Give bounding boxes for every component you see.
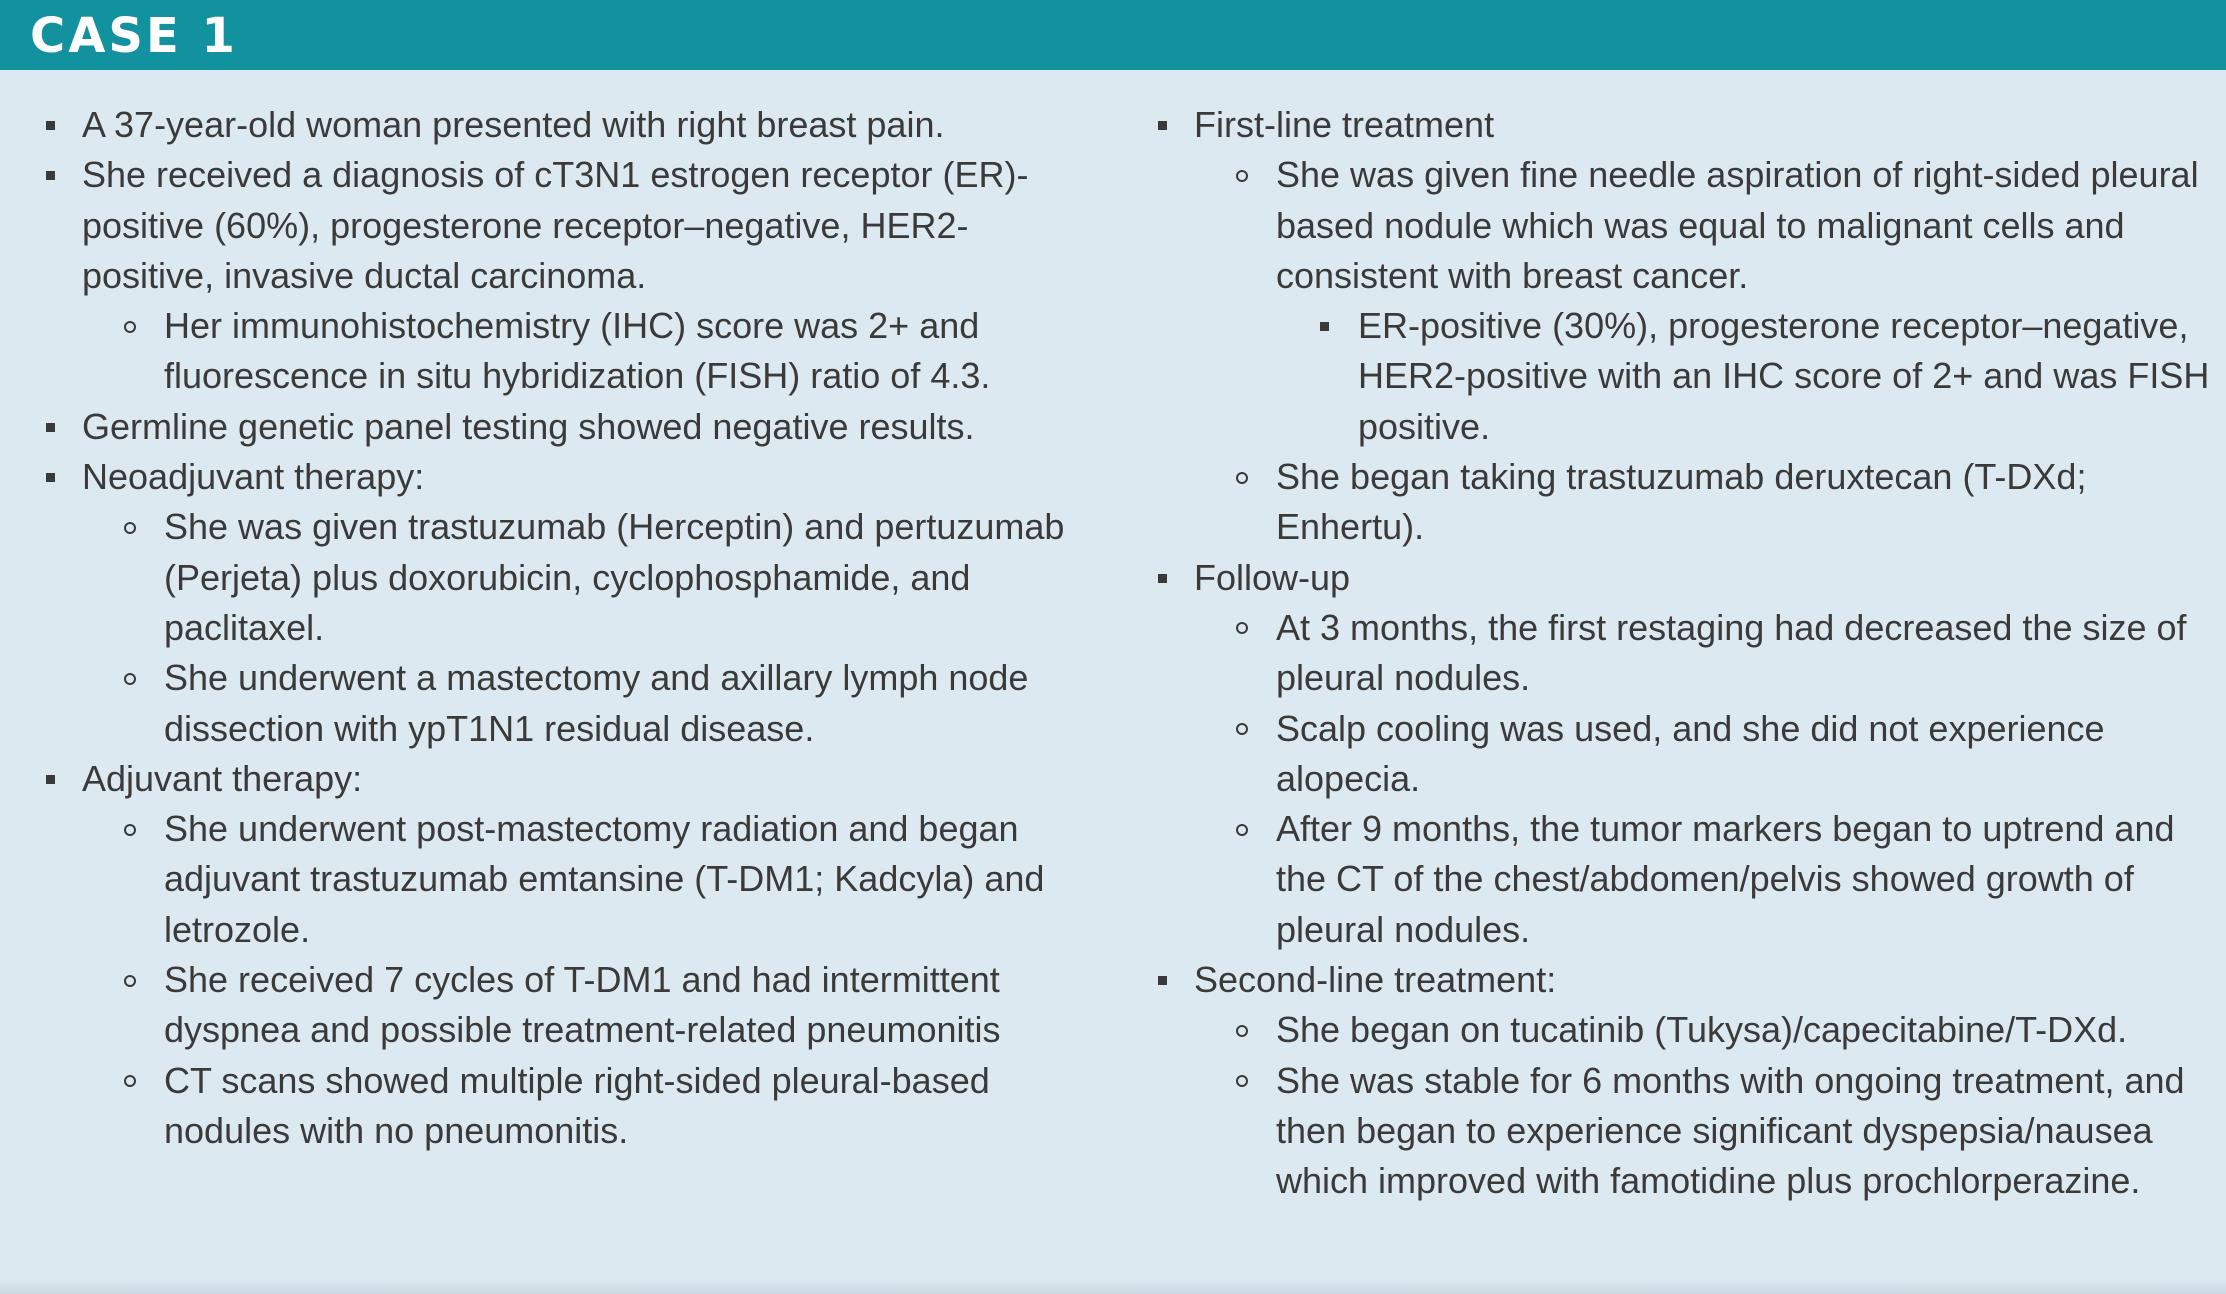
list-item-text: A 37-year-old woman presented with right breast pain.	[82, 104, 945, 145]
circle-bullet-icon	[120, 502, 140, 552]
list-item	[40, 955, 1100, 1056]
list-item	[1152, 1005, 2212, 1055]
bottom-shadow	[0, 1278, 2226, 1294]
list-item	[40, 452, 1100, 502]
square-bullet-icon	[1152, 100, 1172, 150]
list-item-text: First-line treatment	[1194, 104, 1495, 145]
list-item-text: She was given trastuzumab (Herceptin) and pertuzumab (Perjeta) plus doxorubicin, cyclophosphamide, and paclitaxel.	[164, 506, 1065, 648]
list-item-text: She received 7 cycles of T-DM1 and had intermittent dyspnea and possible treatment-related pneumonitis	[164, 959, 1001, 1051]
list-item-text: After 9 months, the tumor markers began to uptrend and the CT of the chest/abdomen/pelvis showed growth of pleural nodules.	[1276, 808, 2175, 950]
header-bar	[0, 0, 2226, 70]
list-item	[1152, 1056, 2212, 1207]
list-item-text: She began taking trastuzumab deruxtecan (T-DXd; Enhertu).	[1276, 456, 2087, 548]
square-bullet-icon	[40, 754, 60, 804]
list-item	[1152, 150, 2212, 301]
circle-bullet-icon	[1232, 603, 1252, 653]
list-item	[40, 402, 1100, 452]
list-item-text: CT scans showed multiple right-sided pleural-based nodules with no pneumonitis.	[164, 1059, 990, 1151]
list-item-text: She was given fine needle aspiration of right-sided pleural based nodule which was equal to malignant cells and consistent with breast cancer.	[1276, 154, 2199, 296]
circle-bullet-icon	[120, 301, 140, 351]
square-bullet-icon	[40, 150, 60, 200]
circle-bullet-icon	[1232, 452, 1252, 502]
list-item-text: At 3 months, the first restaging had decreased the size of pleural nodules.	[1276, 606, 2187, 699]
list-item-text: Follow-up	[1194, 556, 1351, 598]
circle-bullet-icon	[1232, 704, 1252, 754]
list-item-text: Second-line treatment:	[1194, 959, 1557, 1001]
list-item	[40, 100, 1100, 150]
list-item-text: She was stable for 6 months with ongoing treatment, and then began to experience significant dyspepsia/nausea which improved with famotidine plus prochlorperazine.	[1276, 1059, 2185, 1202]
square-bullet-icon	[40, 452, 60, 502]
list-item-text: ER-positive (30%), progesterone receptor–negative, HER2-positive with an IHC score of 2+ and was FISH positive.	[1358, 305, 2210, 447]
left-column	[40, 100, 1100, 1156]
circle-bullet-icon	[1232, 1056, 1252, 1106]
square-bullet-icon	[40, 402, 60, 452]
list-item-text: She received a diagnosis of cT3N1 estrogen receptor (ER)-positive (60%), progesterone receptor–negative, HER2-positive, invasive ductal carcinoma.	[82, 154, 1029, 296]
page-title: CASE 1	[30, 8, 238, 64]
list-item-text: She began on tucatinib (Tukysa)/capecitabine/T-DXd.	[1276, 1009, 2128, 1051]
list-item	[40, 301, 1100, 402]
list-item	[40, 754, 1100, 804]
circle-bullet-icon	[1232, 804, 1252, 854]
right-column	[1152, 100, 2212, 1207]
circle-bullet-icon	[120, 804, 140, 854]
list-item	[1152, 603, 2212, 704]
list-item	[1152, 955, 2212, 1005]
list-item	[1152, 301, 2212, 452]
square-bullet-icon	[1152, 553, 1172, 603]
list-item-text: Neoadjuvant therapy:	[82, 456, 425, 498]
list-item-text: She underwent post-mastectomy radiation and began adjuvant trastuzumab emtansine (T-DM1; Kadcyla) and letrozole.	[164, 808, 1045, 950]
square-bullet-icon	[1314, 301, 1334, 351]
circle-bullet-icon	[120, 653, 140, 703]
circle-bullet-icon	[120, 1056, 140, 1106]
list-item	[1152, 704, 2212, 805]
list-item	[40, 653, 1100, 754]
list-item-text: She underwent a mastectomy and axillary lymph node dissection with ypT1N1 residual disease.	[164, 657, 1029, 749]
list-item	[1152, 804, 2212, 955]
list-item-text: Adjuvant therapy:	[82, 757, 363, 799]
list-item-text: Germline genetic panel testing showed negative results.	[82, 405, 975, 447]
circle-bullet-icon	[120, 955, 140, 1005]
list-item-text: Her immunohistochemistry (IHC) score was 2+ and fluorescence in situ hybridization (FISH) ratio of 4.3.	[164, 305, 991, 397]
circle-bullet-icon	[1232, 1005, 1252, 1055]
list-item	[1152, 100, 2212, 150]
list-item	[40, 804, 1100, 955]
list-item	[40, 150, 1100, 301]
list-item	[1152, 553, 2212, 603]
square-bullet-icon	[1152, 955, 1172, 1005]
square-bullet-icon	[40, 100, 60, 150]
list-item-text: Scalp cooling was used, and she did not experience alopecia.	[1276, 707, 2105, 799]
circle-bullet-icon	[1232, 150, 1252, 200]
list-item	[40, 1056, 1100, 1157]
list-item	[40, 502, 1100, 653]
list-item	[1152, 452, 2212, 553]
